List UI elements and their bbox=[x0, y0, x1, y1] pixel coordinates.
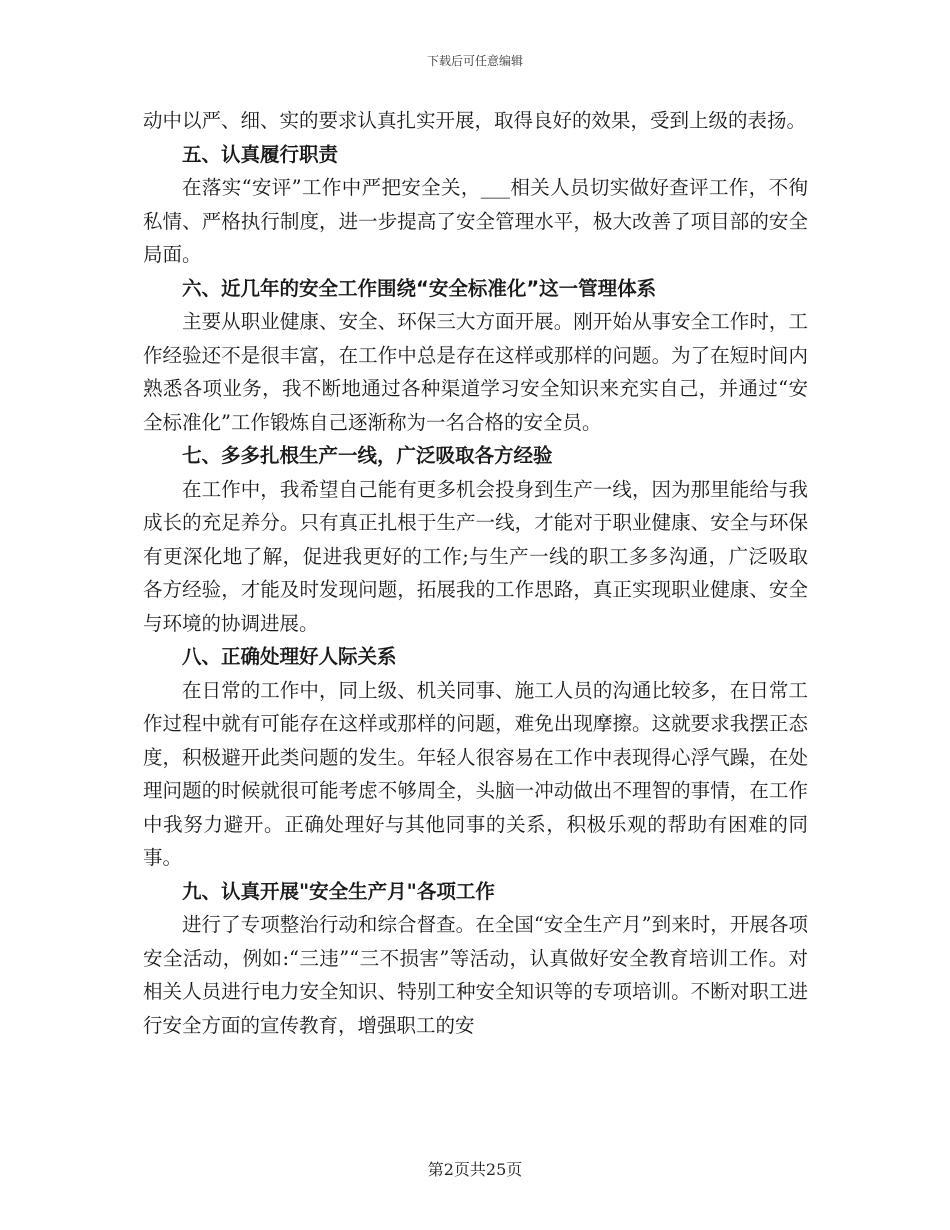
section-heading-6: 六、近几年的安全工作围绕“安全标准化”这一管理体系 bbox=[182, 276, 657, 300]
section-heading-8: 八、正确处理好人际关系 bbox=[182, 645, 397, 668]
paragraph-section-5: 在落实“安评”工作中严把安全关，___相关人员切实做好查评工作，不徇私情、严格执行制度，进一步提高了安全管理水平，极大改善了项目部的安全局面。 bbox=[143, 176, 808, 266]
paragraph-section-9: 进行了专项整治行动和综合督查。在全国“安全生产月”到来时，开展各项安全活动，例如:“三违”“三不损害”等活动，认真做好安全教育培训工作。对相关人员进行电力安全知识、特别工种安全知识等的专项培训。不断对职工进行安全方面的宣传教育，增强职工的安 bbox=[143, 913, 808, 1037]
paragraph-section-6: 主要从职业健康、安全、环保三大方面开展。刚开始从事安全工作时，工作经验还不是很丰富，在工作中总是存在这样或那样的问题。为了在短时间内熟悉各项业务，我不断地通过各种渠道学习安全知识来充实自己，并通过“安全标准化”工作锻炼自己逐渐称为一名合格的安全员。 bbox=[143, 310, 808, 434]
page-number: 第2页共25页 bbox=[427, 1160, 523, 1179]
paragraph-continuation: 动中以严、细、实的要求认真扎实开展，取得良好的效果，受到上级的表扬。 bbox=[143, 109, 807, 132]
section-heading-9: 九、认真开展"安全生产月"各项工作 bbox=[182, 879, 495, 903]
page-header: 下载后可任意编辑 bbox=[426, 54, 523, 68]
paragraph-section-7: 在工作中，我希望自己能有更多机会投身到生产一线，因为那里能给与我成长的充足养分。只有真正扎根于生产一线，才能对于职业健康、安全与环保有更深化地了解，促进我更好的工作;与生产一线的职工多多沟通，广泛吸取各方经验，才能及时发现问题，拓展我的工作思路，真正实现职业健康、安全与环境的协调进展。 bbox=[143, 477, 808, 635]
document-body bbox=[143, 104, 808, 1042]
section-heading-7: 七、多多扎根生产一线，广泛吸取各方经验 bbox=[182, 444, 553, 467]
paragraph-section-8: 在日常的工作中，同上级、机关同事、施工人员的沟通比较多，在日常工作过程中就有可能存在这样或那样的问题，难免出现摩擦。这就要求我摆正态度，积极避开此类问题的发生。年轻人很容易在工作中表现得心浮气躁，在处理问题的时候就很可能考虑不够周全，头脑一冲动做出不理智的事情，在工作中我努力避开。正确处理好与其他同事的关系，积极乐观的帮助有困难的同事。 bbox=[143, 678, 808, 869]
section-heading-5: 五、认真履行职责 bbox=[182, 142, 339, 166]
